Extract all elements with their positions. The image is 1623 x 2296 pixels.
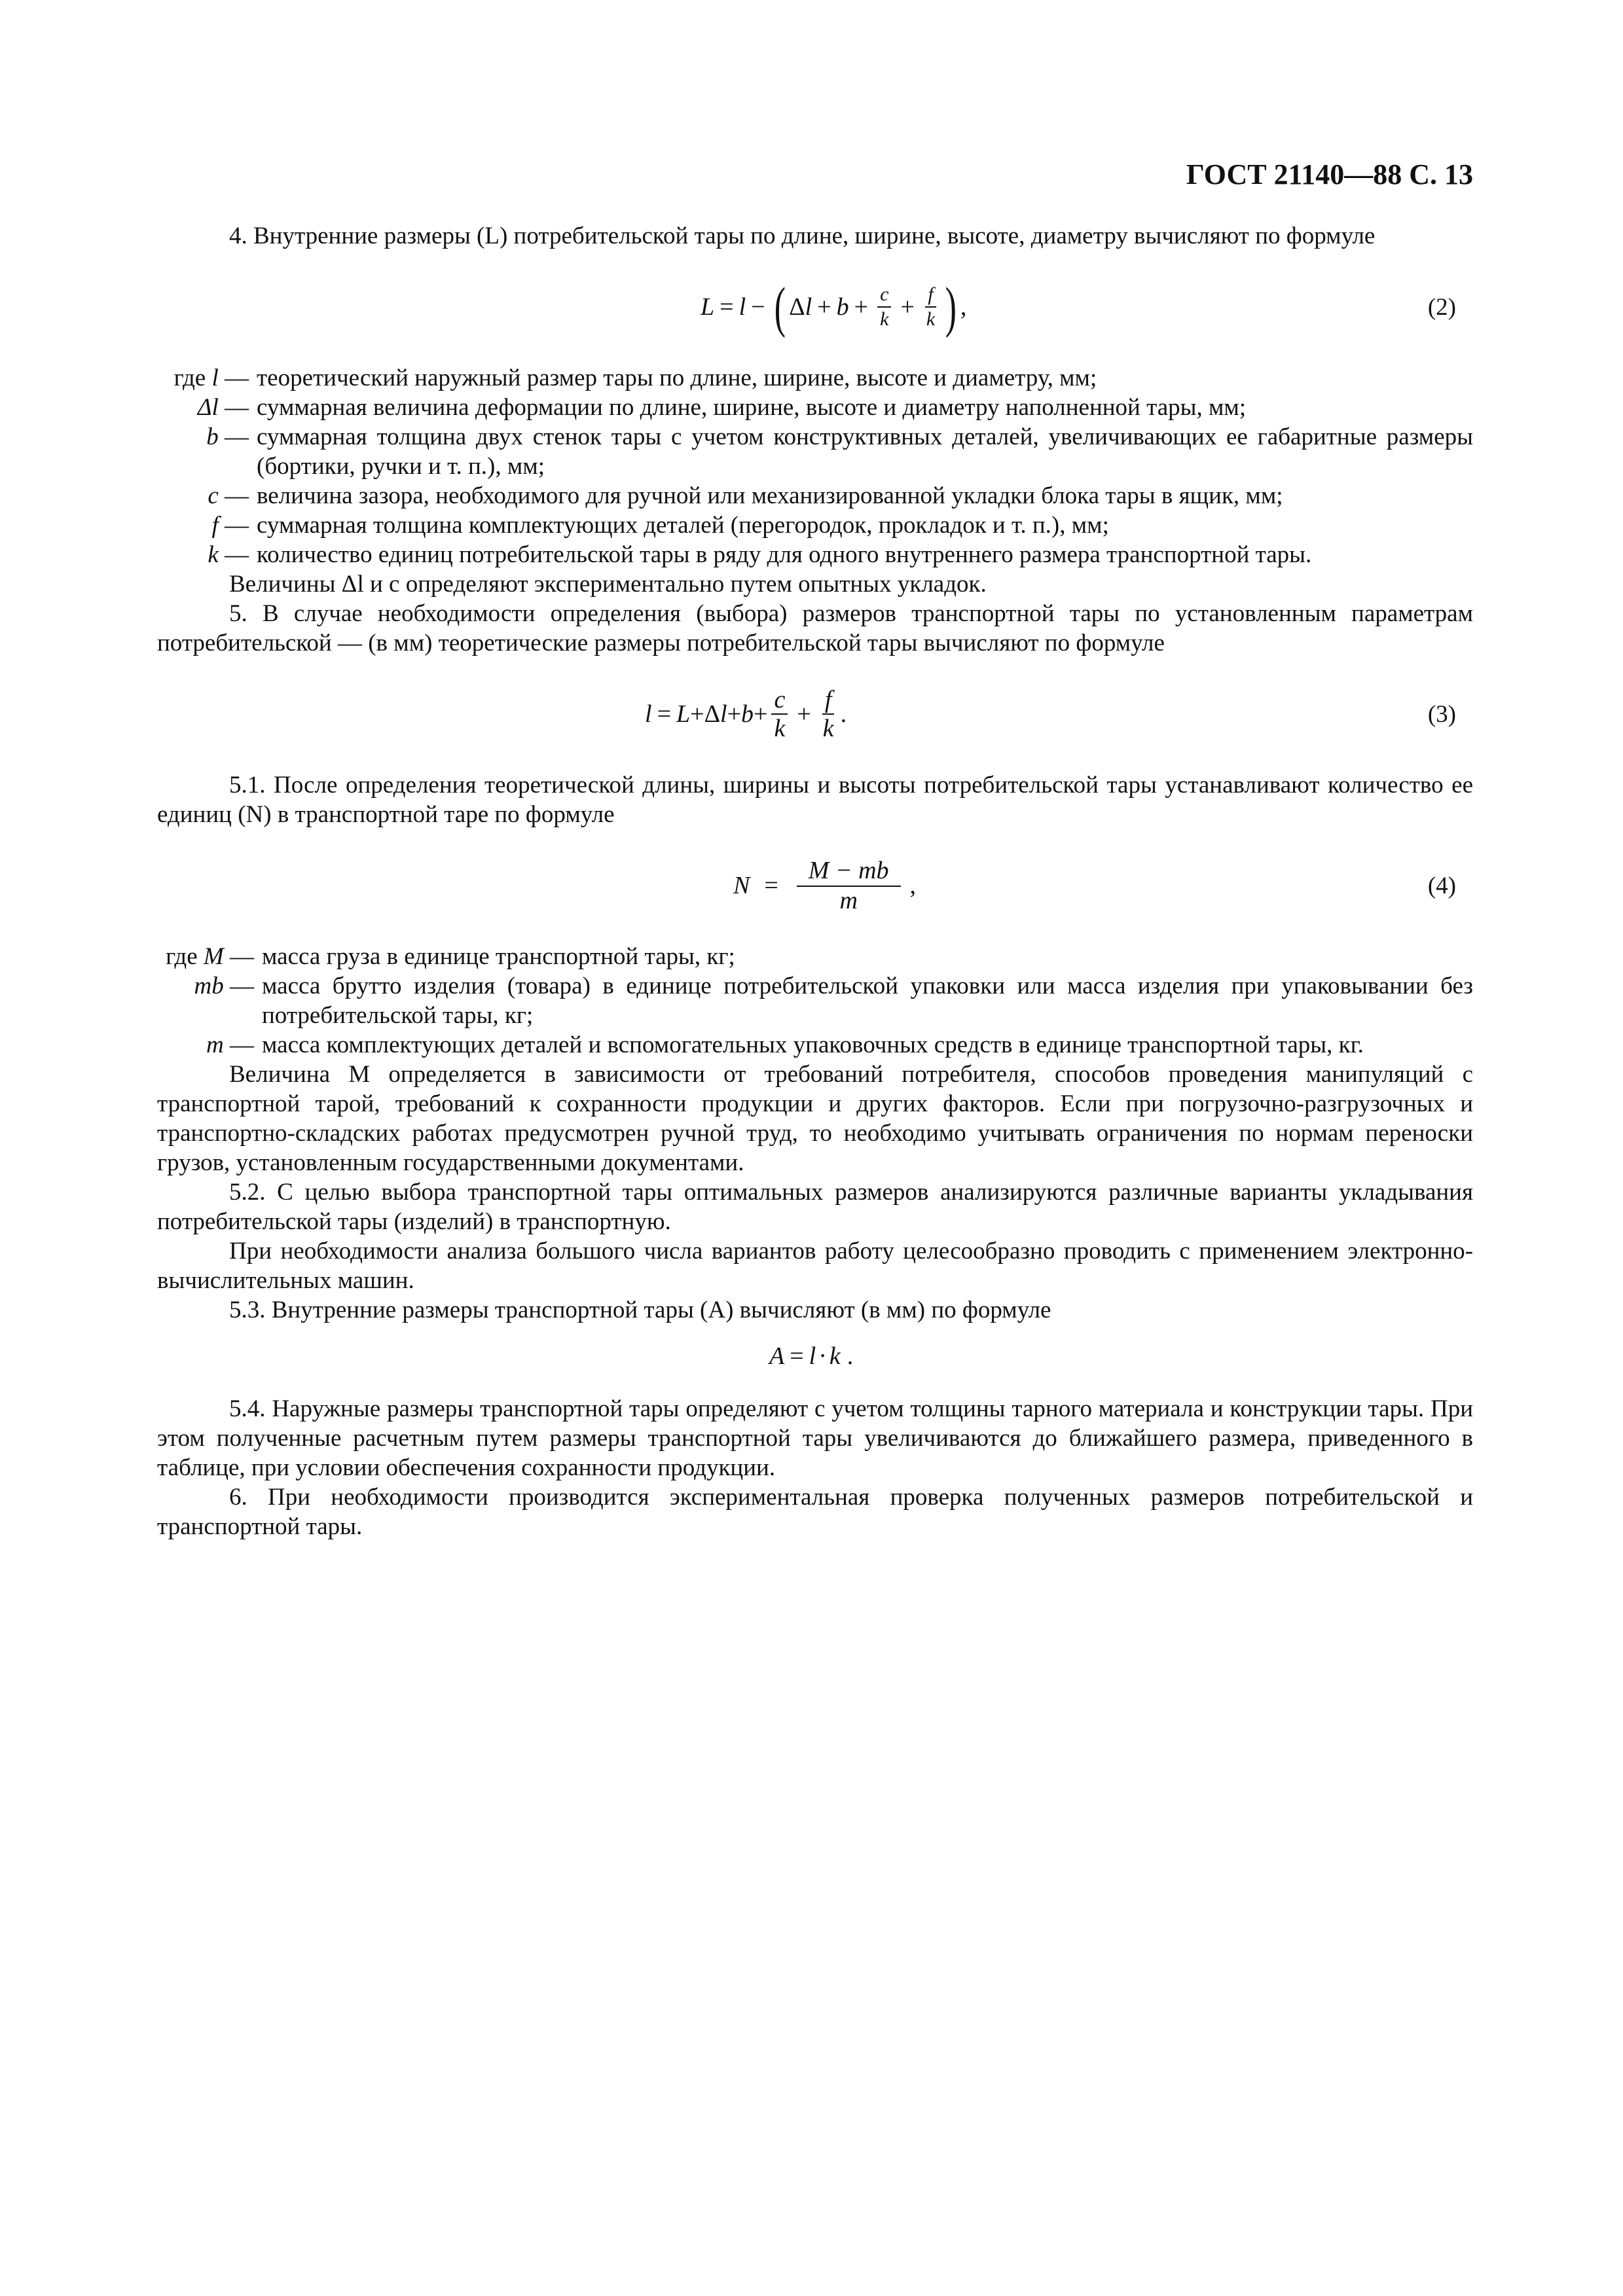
definition-item: mb — масса брутто изделия (товара) в единице потребительской упаковки или масса изделия при упаковывании без потребительской тары, кг; — [194, 973, 1473, 1029]
definition-item: где l — теоретический наружный размер тары по длине, ширине, высоте и диаметру, мм; — [173, 365, 1097, 391]
fraction-mass: $\frac{M - mb}{m}$ — [797, 858, 901, 913]
fraction-f-over-k: $\frac{f}{k}$ — [926, 283, 936, 330]
fraction-c-over-k: $\frac{c}{k}$ — [877, 284, 891, 330]
paragraph-5-2: 5.2. С целью выбора транспортной тары оптимальных размеров анализируются различные варианты укладывания потребительской тары (изделий) в транспортную. — [157, 1179, 1473, 1235]
formula-2-expression: L = l − ( Δ l + b + $\frac{c}{k}$ + $\frac{f}{k}$ ) , — [701, 276, 967, 338]
definitions-list-1 — [157, 363, 1473, 569]
document-page — [157, 157, 1473, 1541]
definition-item: Δl — суммарная величина деформации по длине, ширине, высоте и диаметру наполненной тары, мм; — [197, 394, 1247, 421]
definition-item: f — суммарная толщина комплектующих деталей (перегородок, прокладок и т. п.), мм; — [211, 512, 1109, 539]
formula-4-number: (4) — [1427, 872, 1456, 899]
definition-item: k — количество единиц потребительской тары в ряду для одного внутреннего размера транспортной тары. — [208, 541, 1312, 568]
paragraph-5-3: 5.3. Внутренние размеры транспортной тары (A) вычисляют (в мм) по формуле — [229, 1297, 1051, 1323]
formula-5-expression: A = l · k . — [769, 1342, 854, 1370]
paragraph-5-1: 5.1. После определения теоретической длины, ширины и высоты потребительской тары устанавливают количество ее единиц (N) в транспортной таре по формуле — [157, 772, 1473, 828]
definitions-list-2 — [157, 942, 1473, 1060]
formula-2 — [157, 268, 1473, 346]
fraction-f-over-k: $\frac{f}{k}$ — [822, 686, 834, 742]
formula-5 — [157, 1325, 1473, 1388]
definition-item: где M — масса груза в единице транспортной тары, кг; — [166, 943, 735, 970]
paragraph-5: 5. В случае необходимости определения (выбора) размеров транспортной тары по установленным параметрам потребительской — (в мм) теоретические размеры потребительской тары вычисляют по формуле — [157, 600, 1473, 656]
formula-2-number: (2) — [1427, 293, 1456, 321]
page-header: ГОСТ 21140—88 С. 13 — [1186, 158, 1473, 190]
paragraph-6: 6. При необходимости производится экспериментальная проверка полученных размеров потребительской и транспортной тары. — [157, 1484, 1473, 1540]
formula-3 — [157, 675, 1473, 753]
formula-4-expression: N = $\frac{M - mb}{m}$ , — [733, 857, 917, 914]
paragraph-4: 4. Внутренние размеры (L) потребительской тары по длине, ширине, высоте, диаметру вычисляют по формуле — [229, 223, 1376, 249]
definition-item: m — масса комплектующих деталей и вспомогательных упаковочных средств в единице транспортной тары, кг. — [206, 1031, 1364, 1058]
definition-item: c — величина зазора, необходимого для ручной или механизированной укладки блока тары в ящик, мм; — [208, 482, 1283, 509]
paragraph-5-2-b: При необходимости анализа большого числа вариантов работу целесообразно проводить с применением электронно-вычислительных машин. — [157, 1238, 1473, 1294]
paragraph-5-4: 5.4. Наружные размеры транспортной тары определяют с учетом толщины тарного материала и конструкции тары. При этом полученные расчетным путем размеры транспортной тары увеличиваются до ближайшего размера, приведенного в таблице, при условии обеспечения сохранности продукции. — [157, 1395, 1473, 1481]
fraction-c-over-k: $\frac{c}{k}$ — [771, 687, 788, 741]
paragraph-M: Величина M определяется в зависимости от требований потребителя, способов проведения манипуляций с транспортной тарой, требований к сохранности продукции и других факторов. Если при погрузочно-разгрузочных и транспортно-складских работах предусмотрен ручной труд, то необходимо учитывать ограничения по нормам переноски грузов, установленным государственными документами. — [157, 1061, 1473, 1176]
formula-4 — [157, 846, 1473, 925]
formula-3-number: (3) — [1427, 700, 1456, 728]
paragraph-values: Величины Δl и c определяют экспериментально путем опытных укладок. — [229, 571, 987, 598]
definition-item: b — суммарная толщина двух стенок тары с учетом конструктивных деталей, увеличивающих ее габаритные размеры (бортики, ручки и т. п.), мм; — [206, 423, 1473, 480]
formula-3-expression: l = L + Δ l + b + $\frac{c}{k}$ + $\frac{f}{k}$ . — [645, 686, 847, 742]
